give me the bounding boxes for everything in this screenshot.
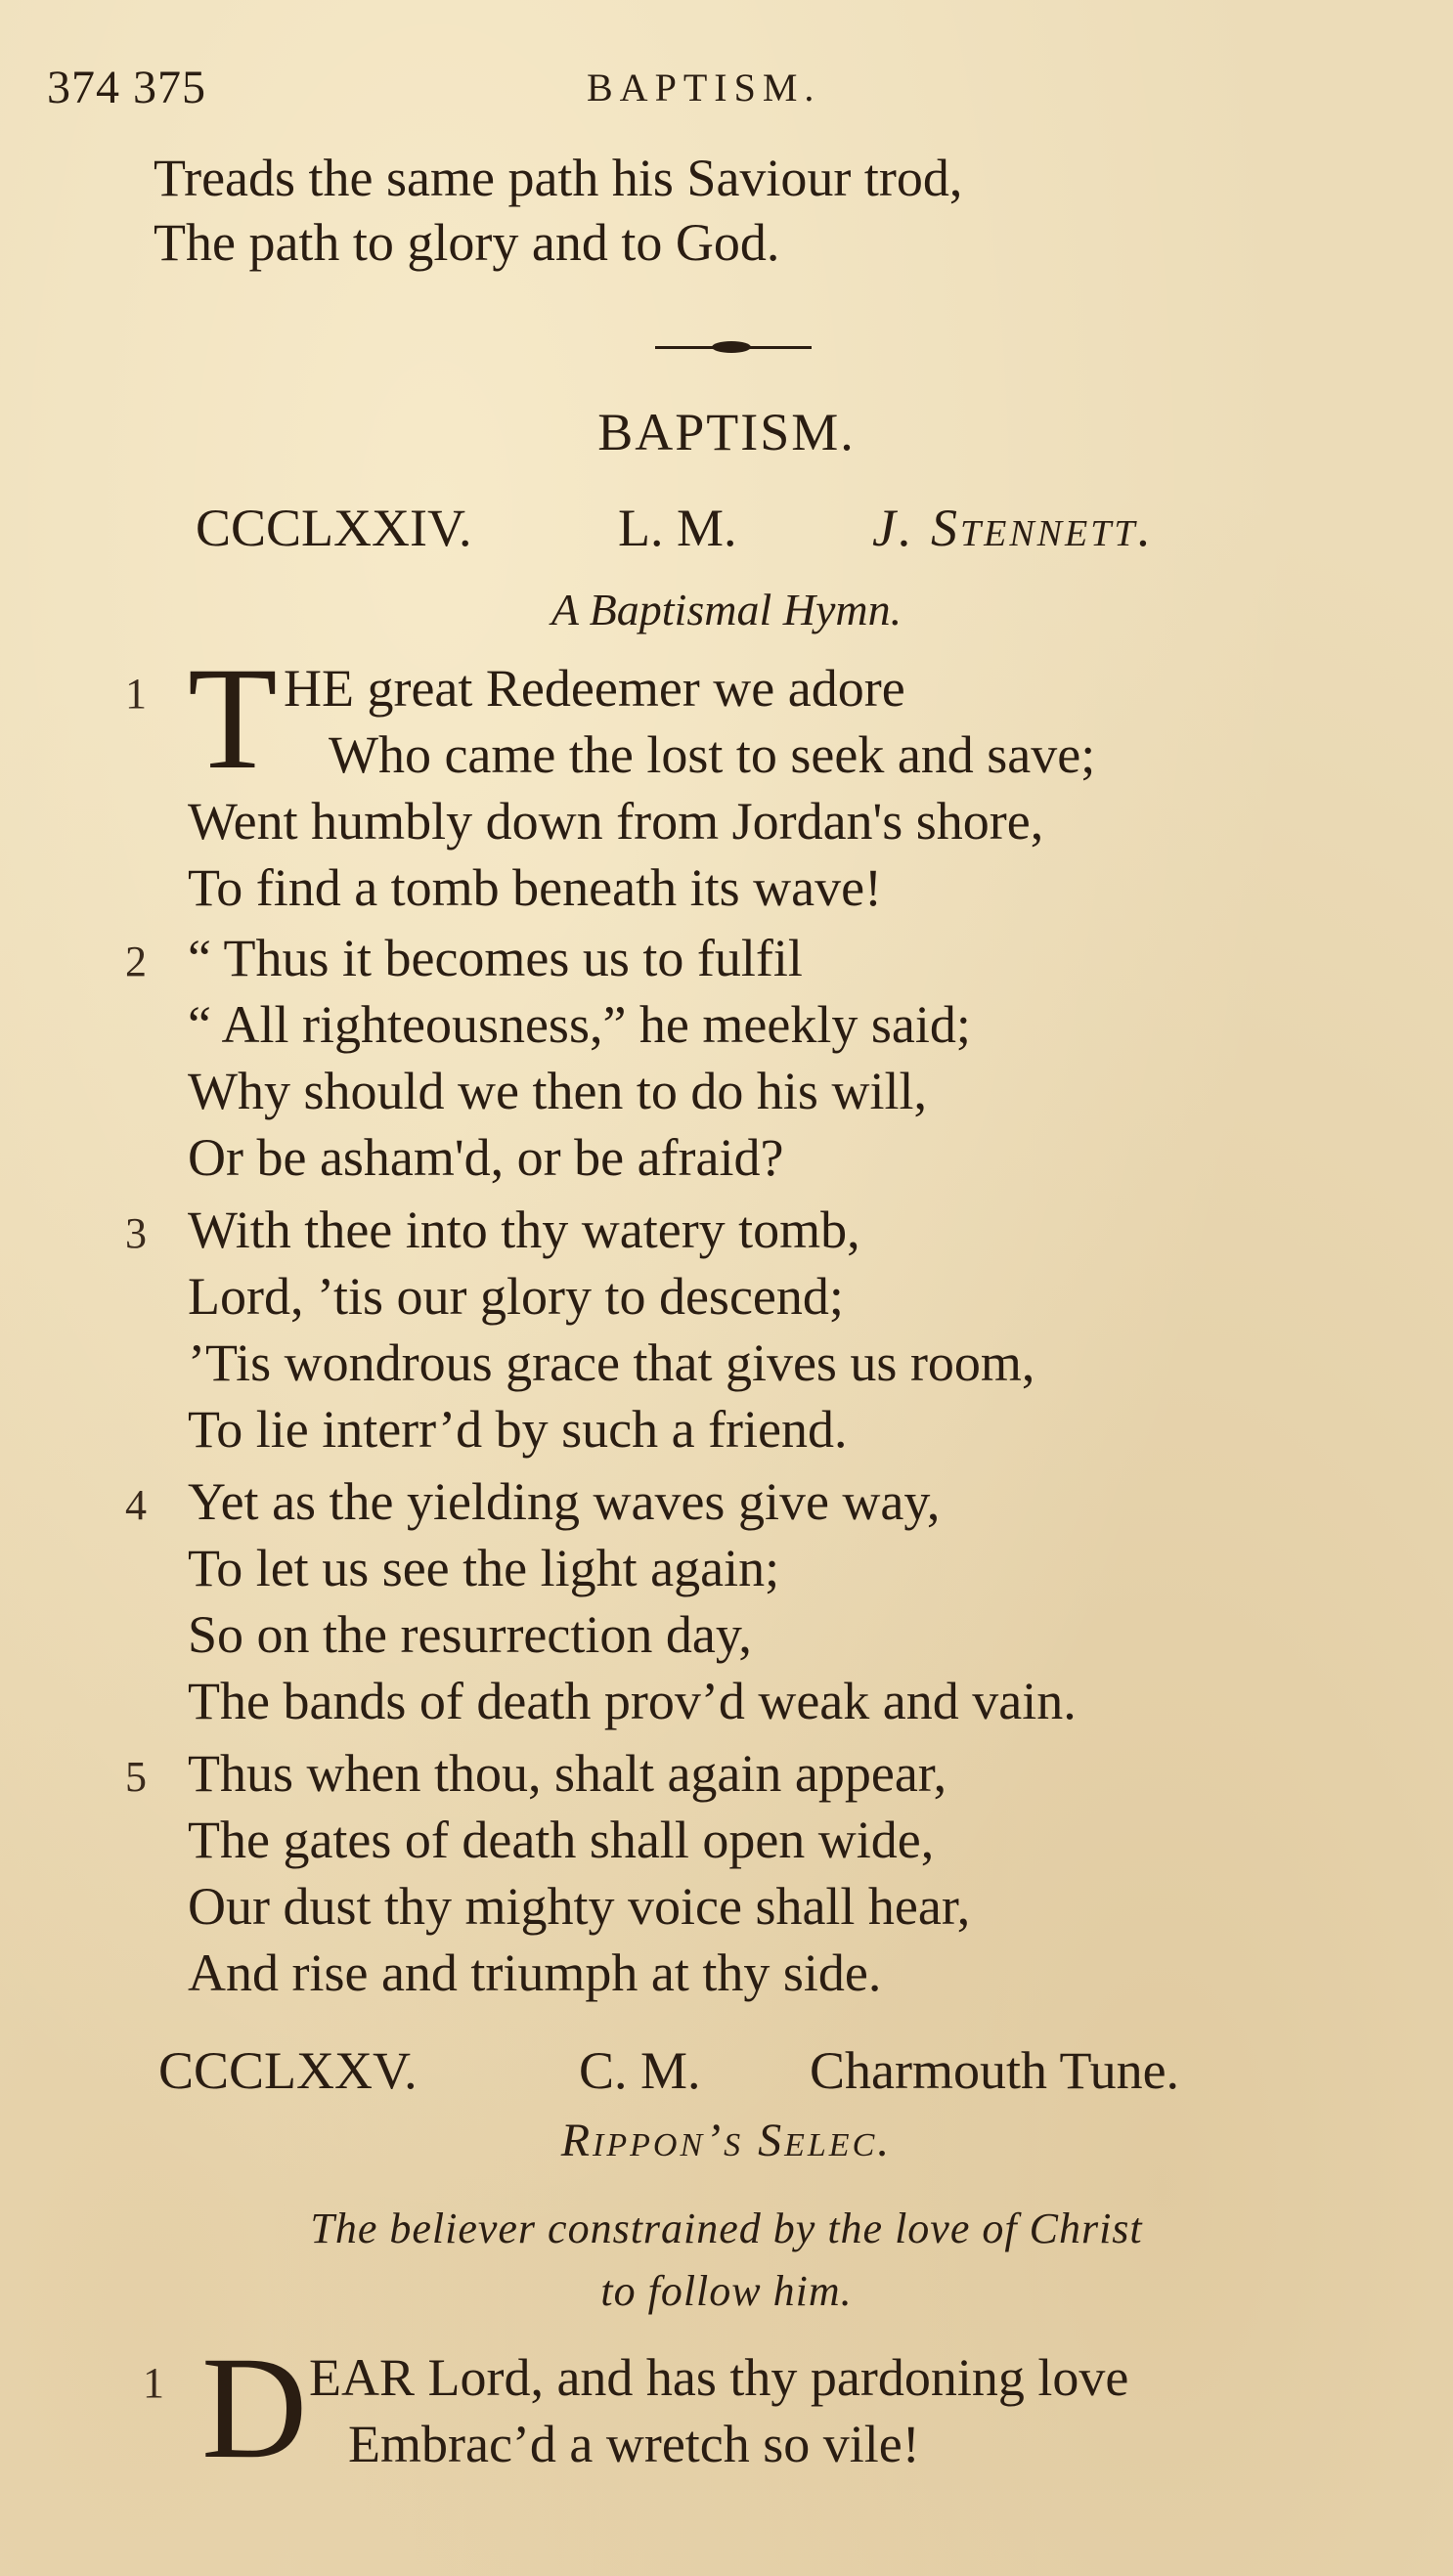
drop-cap: D <box>201 2327 308 2489</box>
hymn-tune: Charmouth Tune. <box>810 2041 1180 2100</box>
hymn-source: Rippon’s Selec. <box>560 2115 893 2166</box>
verse-line: Embrac’d a wretch so vile! <box>348 2415 920 2473</box>
verse-line: Yet as the yielding waves give way, <box>188 1472 941 1531</box>
verse-line: HE great Redeemer we adore <box>284 659 905 718</box>
verse-line: “ All righteousness,” he meekly said; <box>188 995 971 1054</box>
verse-line: So on the resurrection day, <box>188 1605 752 1664</box>
verse-line: And rise and triumph at thy side. <box>188 1943 882 2002</box>
verse-line: Who came the lost to seek and save; <box>329 725 1096 784</box>
running-title: BAPTISM. <box>587 65 821 109</box>
verse-line: ’Tis wondrous grace that gives us room, <box>188 1333 1035 1392</box>
hymn-subtitle: The believer constrained by the love of Christ <box>310 2205 1143 2252</box>
carryover-line: Treads the same path his Saviour trod, <box>154 149 963 207</box>
verse-line: Went humbly down from Jordan's shore, <box>188 792 1044 851</box>
verse-line: To let us see the light again; <box>188 1539 780 1597</box>
section-divider-ornament <box>655 344 812 352</box>
carryover-line: The path to glory and to God. <box>154 213 780 272</box>
hymn-heading: CCCLXXV. <box>158 2041 418 2100</box>
hymn-meter: L. M. <box>618 499 737 557</box>
verse-line: To find a tomb beneath its wave! <box>188 858 883 917</box>
stanza-number: 2 <box>125 938 147 985</box>
stanza-number: 4 <box>125 1481 147 1529</box>
section-title: BAPTISM. <box>597 403 856 461</box>
verse-line: Lord, ’tis our glory to descend; <box>188 1267 844 1326</box>
hymn-author: J. Stennett. <box>872 499 1154 557</box>
running-head <box>0 61 1453 129</box>
drop-cap: T <box>188 637 278 800</box>
verse-line: With thee into thy watery tomb, <box>188 1201 860 1259</box>
verse-line: Our dust thy mighty voice shall hear, <box>188 1877 971 1936</box>
verse-line: The bands of death prov’d weak and vain. <box>188 1672 1077 1730</box>
stanza-number: 5 <box>125 1753 147 1801</box>
hymn-subtitle: A Baptismal Hymn. <box>550 585 903 634</box>
stanza-number: 3 <box>125 1209 147 1257</box>
verse-line: EAR Lord, and has thy pardoning love <box>309 2348 1129 2407</box>
hymn-meter: C. M. <box>579 2041 701 2100</box>
stanza-number: 1 <box>143 2359 164 2407</box>
verse-line: The gates of death shall open wide, <box>188 1811 935 1869</box>
verse-line: Thus when thou, shalt again appear, <box>188 1744 947 1803</box>
stanza-number: 1 <box>125 670 147 718</box>
page-numbers: 374 375 <box>47 62 206 113</box>
hymn-heading: CCCLXXIV. <box>196 499 472 557</box>
verse-line: “ Thus it becomes us to fulfil <box>188 929 803 987</box>
verse-line: To lie interr’d by such a friend. <box>188 1400 848 1459</box>
hymn-subtitle: to follow him. <box>600 2267 853 2315</box>
verse-line: Or be asham'd, or be afraid? <box>188 1128 784 1187</box>
verse-line: Why should we then to do his will, <box>188 1062 927 1120</box>
